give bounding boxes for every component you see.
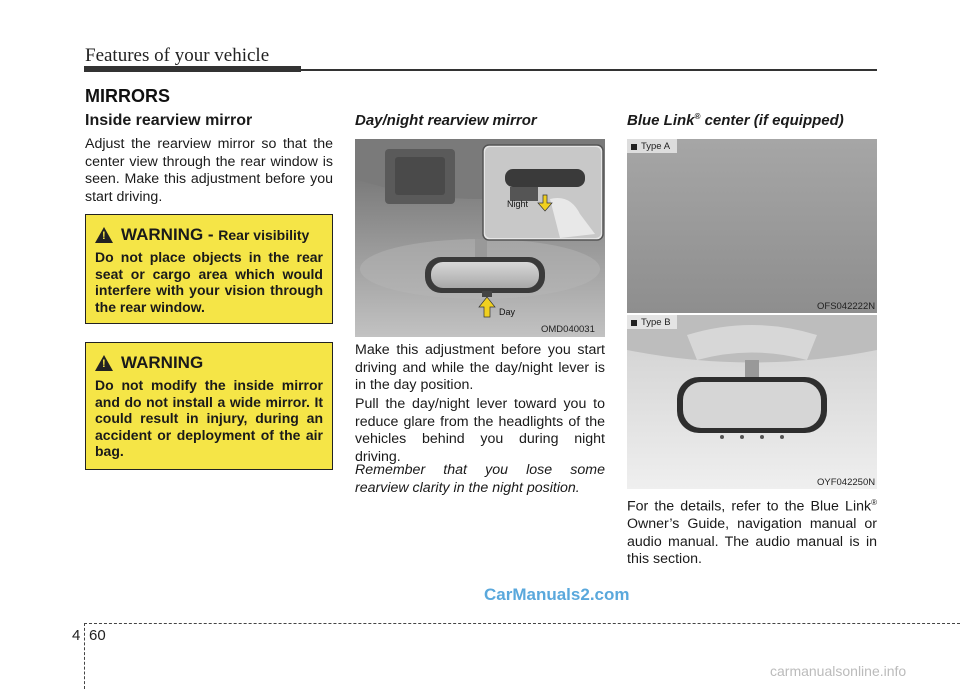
mirror-illustration [355,139,605,337]
warning-title-text: WARNING [121,353,204,372]
footer-rule [84,623,960,624]
chapter-number: 4 [72,627,81,644]
warning-title [95,225,323,245]
warning-icon [95,355,113,371]
warning-text: Do not modify the inside mirror and do not install a wide mirror. It could result in injury, during an accident or deployment of the air bag. [95,377,323,459]
day-night-paragraph-1: Make this adjustment before you start driving and while the day/night lever is in the day position. [355,342,605,393]
blue-link-type-b-image [627,315,877,489]
inside-mirror-heading: Inside rearview mirror [85,112,253,129]
warning-title [95,353,323,373]
header-bar [84,66,301,72]
header-rule [301,69,877,71]
blue-link-paragraph: For the details, refer to the Blue Link® Owner’s Guide, navigation manual or audio manual. The audio manual is in this section. [627,498,877,568]
day-night-mirror-image [355,139,605,337]
page-number: 60 [89,627,106,644]
warning-title-text: WARNING - [121,225,219,244]
night-label: Night [507,199,529,209]
type-a-code: OFS042222N [817,301,876,312]
blue-link-heading [627,112,844,129]
type-b-code: OYF042250N [817,477,876,488]
warning-mirror-modify [85,342,333,470]
day-night-heading: Day/night rearview mirror [355,112,537,129]
warning-text: Do not place objects in the rear seat or cargo area which would interfere with your vision through the rear window. [95,249,323,315]
footer-divider [84,623,85,689]
blue-link-heading-main: Blue Link [627,112,695,129]
warning-rear-visibility [85,214,333,324]
inside-mirror-paragraph: Adjust the rearview mirror so that the center view through the rear window is seen. Make this adjustment before you start driving. [85,136,333,205]
bullet-square-icon [631,144,637,150]
type-b-mirror-illustration [627,315,877,489]
day-night-paragraph-3: Remember that you lose some rearview clarity in the night position. [355,462,605,496]
day-night-paragraph-2: Pull the day/night lever toward you to reduce glare from the headlights of the vehicles behind you during night driving. [355,396,605,465]
site-watermark: carmanualsonline.info [770,663,907,679]
day-label: Day [499,307,516,317]
blue-link-type-a-image [627,139,877,313]
section-title: MIRRORS [85,86,170,106]
carmanuals-watermark[interactable]: CarManuals2.com [484,585,630,604]
registered-mark: ® [871,498,877,507]
warning-icon [95,227,113,243]
warning-subtitle: Rear visibility [218,227,310,243]
registered-mark: ® [694,112,701,121]
type-a-label: Type A [631,141,670,152]
bullet-square-icon [631,320,637,326]
image-code: OMD040031 [541,324,595,335]
blue-link-heading-rest: center (if equipped) [700,112,844,129]
type-b-label: Type B [631,317,671,328]
header-title: Features of your vehicle [85,45,270,66]
